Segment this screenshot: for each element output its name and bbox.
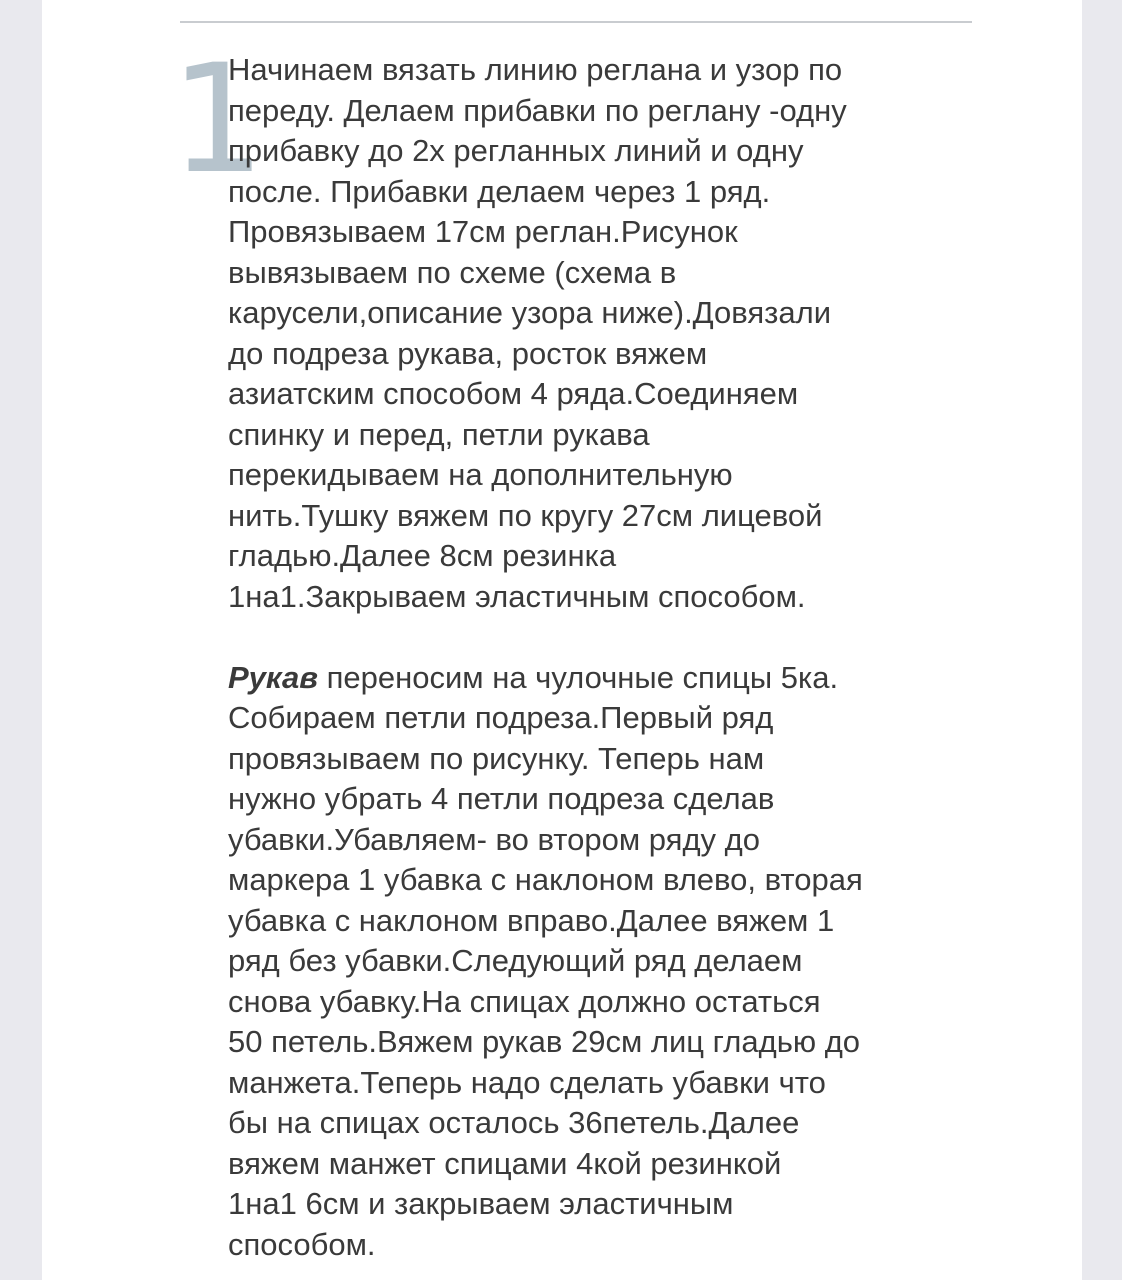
instructions-text xyxy=(228,50,948,1265)
text-line xyxy=(228,658,948,699)
text-line: манжета.Теперь надо сделать убавки что xyxy=(228,1064,826,1100)
text-line: прибавку до 2х регланных линий и одну xyxy=(228,133,804,168)
text-line: перекидываем на дополнительную xyxy=(228,457,733,492)
text-line: после. Прибавки делаем через 1 ряд. xyxy=(228,173,771,209)
text-line: 1на1 6см и закрываем эластичным xyxy=(228,1186,734,1221)
text-line: провязываем по рисунку. Теперь нам xyxy=(228,740,765,776)
text-line: убавка с наклоном вправо.Далее вяжем 1 xyxy=(228,902,835,938)
text-line: нить.Тушку вяжем по кругу 27см лицевой xyxy=(228,497,823,533)
text-line: переду. Делаем прибавки по реглану -одну xyxy=(228,92,847,128)
paragraph-body xyxy=(228,50,948,617)
document-page xyxy=(42,0,1082,1280)
text-fragment: переносим на чулочные спицы 5ка. xyxy=(317,659,839,695)
text-line: Собираем петли подреза.Первый ряд xyxy=(228,700,774,735)
text-line: убавки.Убавляем- во втором ряду до xyxy=(228,821,760,857)
text-line: 50 петель.Вяжем рукав 29см лиц гладью до xyxy=(228,1024,861,1059)
text-line: 1на1.Закрываем эластичным способом. xyxy=(228,578,806,614)
text-line: спинку и перед, петли рукава xyxy=(228,416,650,452)
paragraph-gap xyxy=(228,617,948,658)
text-line: карусели,описание узора ниже).Довязали xyxy=(228,295,832,330)
text-line: вяжем манжет спицами 4кой резинкой xyxy=(228,1145,782,1181)
text-line: азиатским способом 4 ряда.Соединяем xyxy=(228,376,799,411)
sleeve-heading: Рукав xyxy=(228,659,318,695)
text-line: вывязываем по схеме (схема в xyxy=(228,254,677,290)
text-line: ряд без убавки.Следующий ряд делаем xyxy=(228,943,803,978)
top-divider xyxy=(180,21,972,23)
text-line: гладью.Далее 8см резинка xyxy=(228,538,617,573)
text-line: Начинаем вязать линию реглана и узор по xyxy=(228,52,843,87)
text-line: способом. xyxy=(228,1226,376,1262)
sleeve-paragraph xyxy=(228,658,948,1266)
text-line: Провязываем 17см реглан.Рисунок xyxy=(228,214,738,249)
text-line: до подреза рукава, росток вяжем xyxy=(228,335,708,371)
step-number: 1 xyxy=(170,33,266,207)
text-line: нужно убрать 4 петли подреза сделав xyxy=(228,781,775,816)
text-line: бы на спицах осталось 36петель.Далее xyxy=(228,1105,800,1140)
text-line: маркера 1 убавка с наклоном влево, вторая xyxy=(228,862,863,897)
text-line: снова убавку.На спицах должно остаться xyxy=(228,983,821,1019)
